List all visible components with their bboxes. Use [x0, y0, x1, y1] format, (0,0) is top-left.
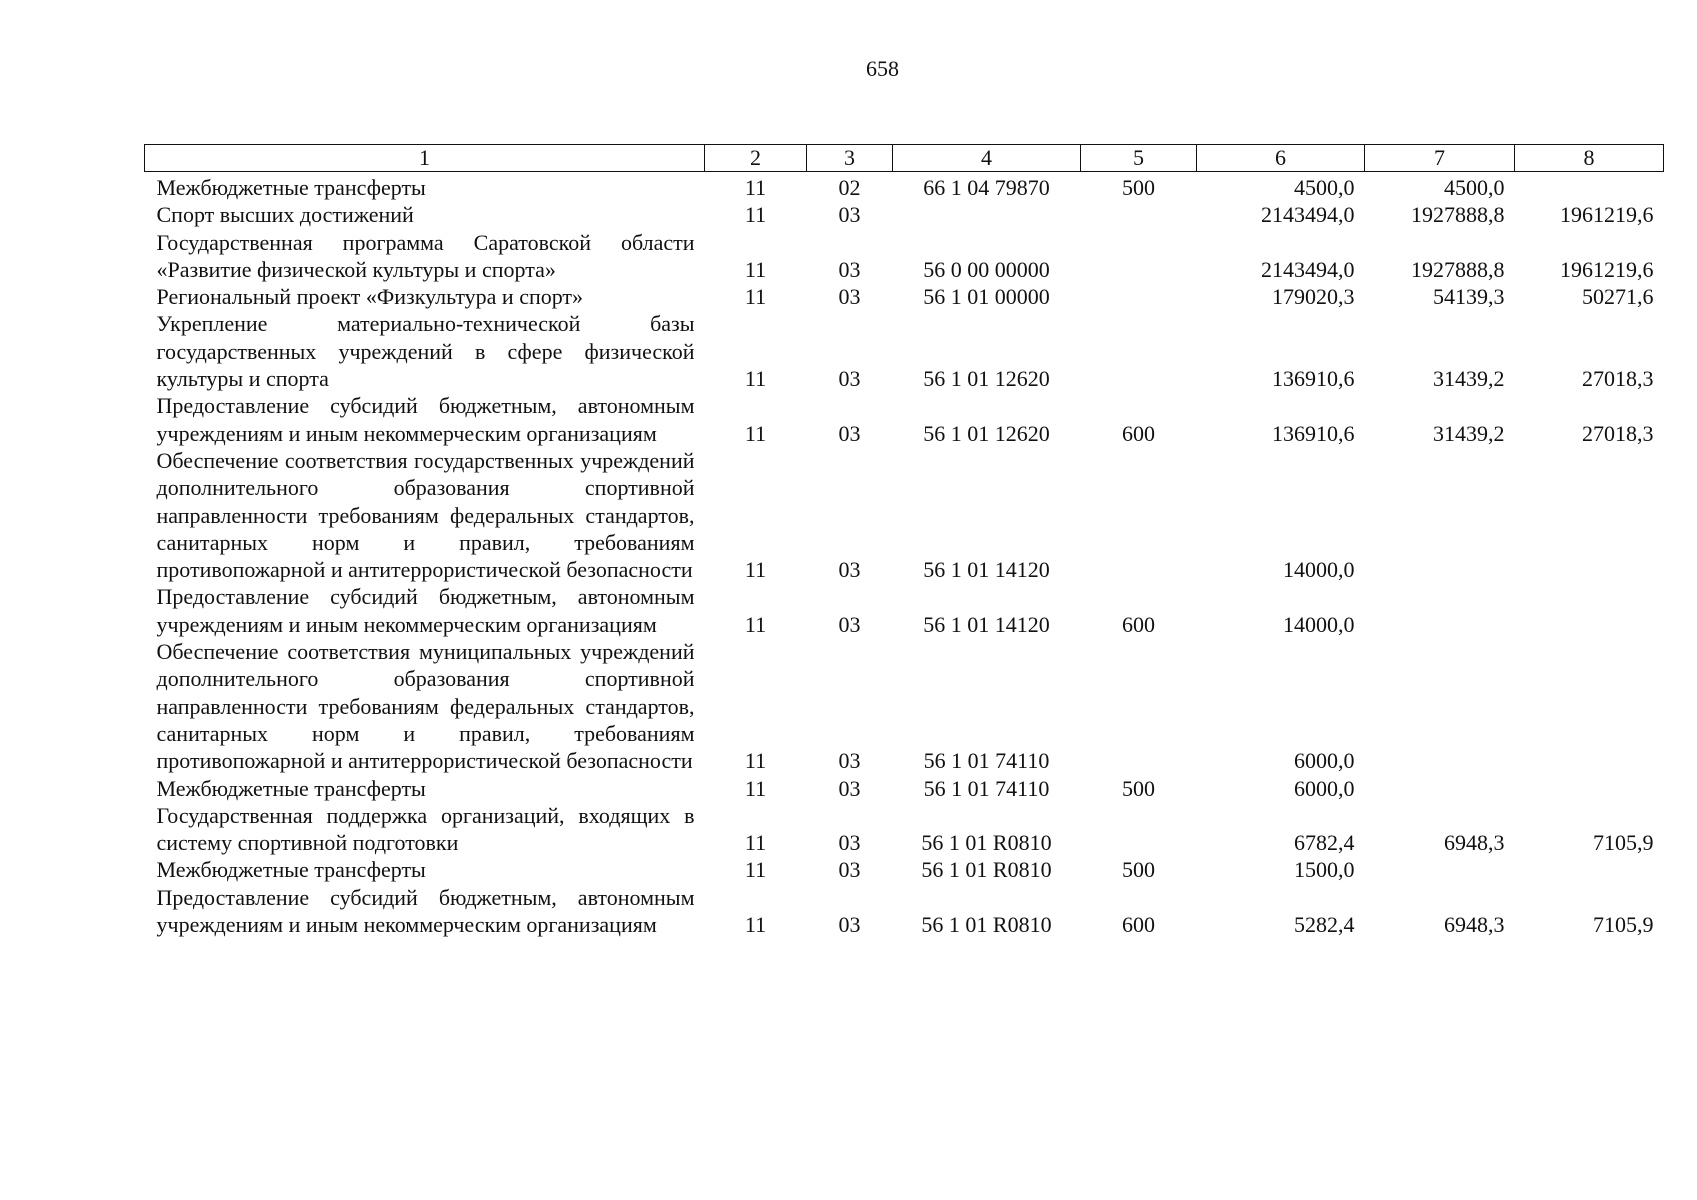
section-code: 11 — [744, 420, 767, 446]
row-description: Обеспечение соответствия муниципальных учреждений дополнительного образования спортивной направленности требованиям федеральных стандартов, санитарных норм и правил, требованиям противопожарной и антитеррористической безопасности — [156, 639, 695, 774]
section-code: 11 — [744, 256, 767, 282]
target-article-code: 56 1 01 74110 — [923, 775, 1050, 801]
target-article-code: 56 1 01 12620 — [923, 366, 1050, 392]
amount-col8 — [1515, 856, 1664, 883]
amount-col6: 136910,6 — [1272, 420, 1355, 446]
amount-col6: 136910,6 — [1272, 366, 1355, 392]
expense-type-code: 500 — [1122, 175, 1155, 200]
amount-col6: 6000,0 — [1294, 748, 1355, 774]
expense-type-code: 600 — [1122, 912, 1155, 938]
amount-col8 — [1515, 172, 1664, 202]
target-article-code: 56 1 01 14120 — [923, 557, 1050, 583]
table-row — [145, 638, 1664, 774]
subsection-code: 03 — [838, 366, 861, 392]
column-header: 5 — [1081, 145, 1197, 172]
table-row — [145, 310, 1664, 392]
amount-col7: 6948,3 — [1444, 830, 1505, 856]
amount-col7 — [1365, 856, 1515, 883]
row-description: Предоставление субсидий бюджетным, автономным учреждениям и иным некоммерческим организациям — [156, 393, 695, 446]
subsection-code: 03 — [838, 256, 861, 282]
expense-type-code — [1081, 447, 1197, 583]
row-description: Межбюджетные трансферты — [156, 857, 426, 883]
amount-col6: 6000,0 — [1294, 775, 1355, 801]
subsection-code: 03 — [838, 557, 861, 583]
target-article-code: 56 1 01 R0810 — [921, 857, 1052, 883]
subsection-code: 03 — [838, 202, 861, 228]
row-description: Государственная поддержка организаций, входящих в систему спортивной подготовки — [156, 802, 695, 856]
amount-col8 — [1515, 447, 1664, 583]
subsection-code: 03 — [838, 748, 861, 774]
target-article-code: 56 1 01 14120 — [923, 611, 1050, 637]
amount-col8: 27018,3 — [1582, 366, 1654, 392]
page-number: 658 — [866, 56, 899, 81]
target-article-code: 56 1 01 R0810 — [921, 912, 1052, 938]
subsection-code: 02 — [838, 175, 861, 200]
target-article-code: 66 1 04 79870 — [923, 175, 1050, 200]
amount-col6: 2143494,0 — [1261, 256, 1355, 282]
amount-col7 — [1365, 583, 1515, 638]
table-row — [145, 802, 1664, 857]
amount-col6: 179020,3 — [1272, 284, 1355, 310]
target-article-code: 56 1 01 74110 — [923, 748, 1050, 774]
row-description: Предоставление субсидий бюджетным, автономным учреждениям и иным некоммерческим организациям — [156, 884, 695, 938]
amount-col6: 14000,0 — [1283, 557, 1355, 583]
row-description: Спорт высших достижений — [156, 202, 414, 228]
amount-col7: 6948,3 — [1444, 912, 1505, 938]
amount-col6: 5282,4 — [1294, 912, 1355, 938]
expense-type-code: 500 — [1122, 857, 1155, 883]
amount-col7: 54139,3 — [1433, 284, 1505, 310]
target-article-code: 56 0 00 00000 — [923, 256, 1050, 282]
amount-col6: 1500,0 — [1294, 857, 1355, 883]
amount-col8: 27018,3 — [1582, 420, 1654, 446]
subsection-code: 03 — [838, 857, 861, 883]
section-code: 11 — [744, 284, 767, 310]
column-header: 4 — [893, 145, 1081, 172]
column-header: 6 — [1197, 145, 1365, 172]
amount-col7: 31439,2 — [1433, 366, 1505, 392]
row-description: Укрепление материально-технической базы государственных учреждений в сфере физической культуры и спорта — [156, 311, 695, 392]
amount-col8: 7105,9 — [1593, 830, 1654, 856]
target-article-code: 56 1 01 R0810 — [921, 830, 1052, 856]
expense-type-code — [1081, 802, 1197, 857]
subsection-code: 03 — [838, 775, 861, 801]
column-header: 2 — [705, 145, 807, 172]
section-code: 11 — [744, 857, 767, 883]
amount-col8 — [1515, 775, 1664, 802]
row-description: Государственная программа Саратовской области «Развитие физической культуры и спорта» — [156, 229, 695, 282]
amount-col6: 6782,4 — [1294, 830, 1355, 856]
table-row — [145, 229, 1664, 284]
amount-col8: 50271,6 — [1582, 284, 1654, 310]
amount-col8: 1961219,6 — [1560, 256, 1654, 282]
amount-col7: 31439,2 — [1433, 420, 1505, 446]
column-header: 3 — [807, 145, 893, 172]
budget-table — [144, 144, 1664, 938]
expense-type-code: 600 — [1122, 611, 1155, 637]
amount-col8 — [1515, 638, 1664, 774]
table-row — [145, 283, 1664, 310]
target-article-code — [893, 201, 1081, 228]
expense-type-code: 500 — [1122, 775, 1155, 801]
table-row — [145, 775, 1664, 802]
table-row — [145, 583, 1664, 638]
table-row — [145, 392, 1664, 447]
column-header: 1 — [145, 145, 705, 172]
subsection-code: 03 — [838, 284, 861, 310]
amount-col8: 7105,9 — [1593, 912, 1654, 938]
expense-type-code — [1081, 310, 1197, 392]
table-row — [145, 856, 1664, 883]
expense-type-code: 600 — [1122, 420, 1155, 446]
section-code: 11 — [744, 748, 767, 774]
subsection-code: 03 — [838, 912, 861, 938]
expense-type-code — [1081, 229, 1197, 284]
amount-col7: 1927888,8 — [1411, 202, 1505, 228]
amount-col7 — [1365, 447, 1515, 583]
target-article-code: 56 1 01 12620 — [923, 420, 1050, 446]
section-code: 11 — [744, 912, 767, 938]
row-description: Межбюджетные трансферты — [156, 775, 426, 801]
table-row — [145, 884, 1664, 939]
row-description: Межбюджетные трансферты — [156, 175, 426, 200]
expense-type-code — [1081, 638, 1197, 774]
subsection-code: 03 — [838, 611, 861, 637]
table-row — [145, 201, 1664, 228]
section-code: 11 — [744, 775, 767, 801]
amount-col7 — [1365, 775, 1515, 802]
section-code: 11 — [744, 175, 767, 200]
subsection-code: 03 — [838, 420, 861, 446]
column-header: 8 — [1515, 145, 1664, 172]
column-header: 7 — [1365, 145, 1515, 172]
table-row — [145, 172, 1664, 202]
target-article-code: 56 1 01 00000 — [923, 284, 1050, 310]
amount-col8: 1961219,6 — [1560, 202, 1654, 228]
section-code: 11 — [744, 611, 767, 637]
row-description: Предоставление субсидий бюджетным, автономным учреждениям и иным некоммерческим организациям — [156, 584, 695, 637]
amount-col6: 4500,0 — [1294, 175, 1355, 200]
section-code: 11 — [744, 557, 767, 583]
amount-col6: 2143494,0 — [1261, 202, 1355, 228]
amount-col7 — [1365, 638, 1515, 774]
row-description: Обеспечение соответствия государственных учреждений дополнительного образования спортивной направленности требованиям федеральных стандартов, санитарных норм и правил, требованиям противопожарной и антитеррористической безопасности — [156, 447, 695, 583]
expense-type-code — [1081, 201, 1197, 228]
section-code: 11 — [744, 366, 767, 392]
subsection-code: 03 — [838, 830, 861, 856]
row-description: Региональный проект «Физкультура и спорт» — [156, 284, 584, 310]
amount-col7: 1927888,8 — [1411, 256, 1505, 282]
table-row — [145, 447, 1664, 583]
amount-col6: 14000,0 — [1283, 611, 1355, 637]
column-number-header — [145, 145, 1664, 172]
section-code: 11 — [744, 202, 767, 228]
amount-col7: 4500,0 — [1444, 175, 1505, 200]
section-code: 11 — [744, 830, 767, 856]
amount-col8 — [1515, 583, 1664, 638]
expense-type-code — [1081, 283, 1197, 310]
